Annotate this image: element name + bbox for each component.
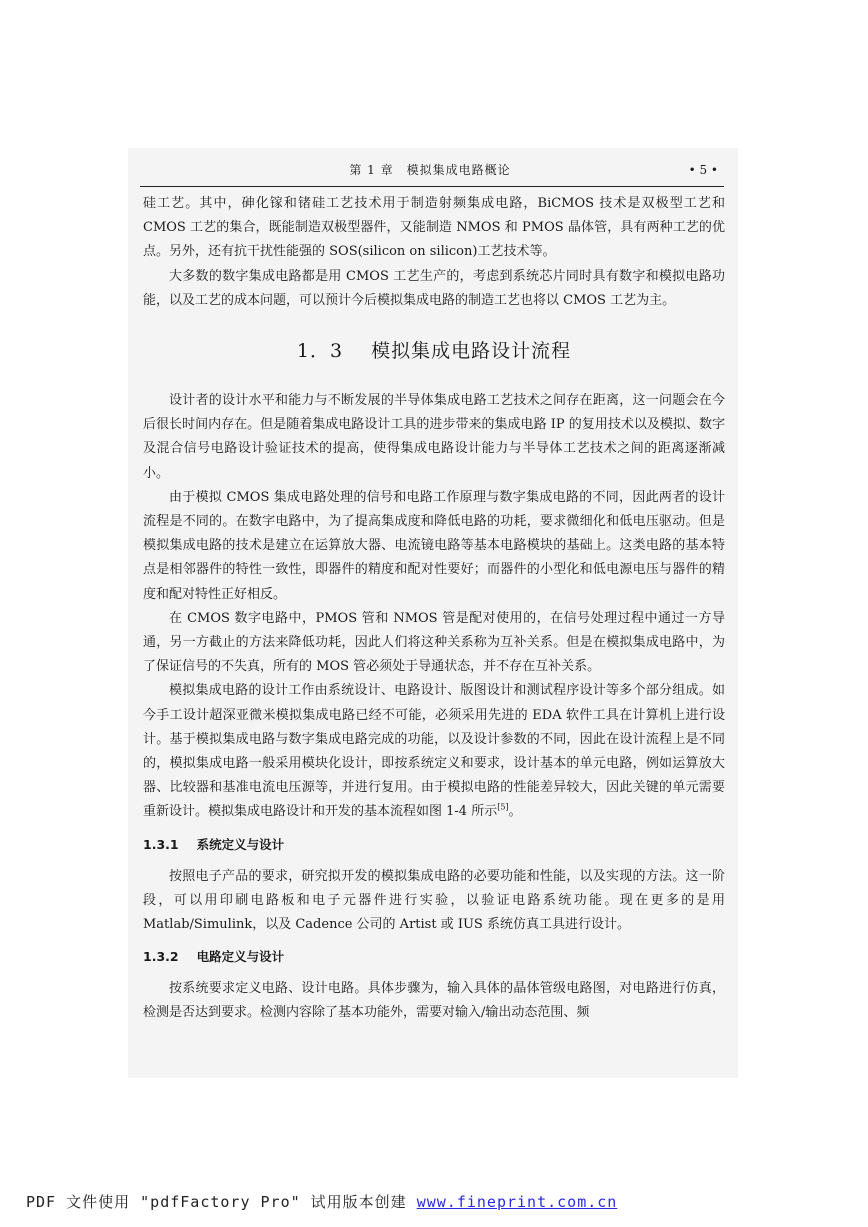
- citation: [5]: [497, 803, 509, 813]
- paragraph-text: 模拟集成电路的设计工作由系统设计、电路设计、版图设计和测试程序设计等多个部分组成。如今手工设计超深亚微米模拟集成电路已经不可能，必须采用先进的 EDA 软件工具在计算机上进行设计。基于模拟集成电路与数字集成电路完成的功能，以及设计参数的不同，因此在设计流程上是不同的，模拟集成电路一般采用模块化设计，即按系统定义和要求，设计基本的单元电路，例如运算放大器、比较器和基准电流电压源等，并进行复用。由于模拟电路的性能差异较大，因此关键的单元需要重新设计。模拟集成电路设计和开发的基本流程如图 1-4 所示: [143, 683, 725, 820]
- paragraph-end: 。: [508, 804, 522, 820]
- subsection-title: 系统定义与设计: [196, 836, 285, 852]
- section-number: 1．3: [296, 340, 344, 363]
- paragraph: 按系统要求定义电路、设计电路。具体步骤为，输入具体的晶体管级电路图，对电路进行仿真，检测是否达到要求。检测内容除了基本功能外，需要对输入/输出动态范围、频: [143, 981, 725, 1021]
- chapter-title: 第 1 章 模拟集成电路概论: [349, 163, 511, 177]
- running-header: [140, 158, 720, 182]
- section-heading: [143, 331, 725, 371]
- paragraph: 硅工艺。其中，砷化镓和锗硅工艺技术用于制造射频集成电路，BiCMOS 技术是双极型工艺和 CMOS 工艺的集合，既能制造双极型器件，又能制造 NMOS 和 PMOS 晶体管，具有两种工艺的优点。另外，还有抗干扰性能强的 SOS(silicon on silicon)工艺技术等。: [143, 196, 725, 260]
- header-rule: [140, 186, 724, 187]
- paragraph: [143, 679, 725, 824]
- paragraph: 在 CMOS 数字电路中，PMOS 管和 NMOS 管是配对使用的，在信号处理过程中通过一方导通，另一方截止的方法来降低功耗，因此人们将这种关系称为互补关系。但是在模拟集成电路中，为了保证信号的不失真，所有的 MOS 管必须处于导通状态，并不存在互补关系。: [143, 610, 725, 675]
- subsection-number: 1.3.2: [143, 949, 179, 965]
- subsection-heading: [143, 945, 725, 969]
- subsection-number: 1.3.1: [143, 836, 179, 852]
- subsection-heading: [143, 833, 725, 857]
- paragraph: 由于模拟 CMOS 集成电路处理的信号和电路工作原理与数字集成电路的不同，因此两者的设计流程是不同的。在数字电路中，为了提高集成度和降低电路的功耗，要求微细化和低电压驱动。但是模拟集成电路的技术是建立在运算放大器、电流镜电路等基本电路模块的基础上。这类电路的基本特点是相邻器件的特性一致性，即器件的精度和配对性要好；而器件的小型化和低电源电压与器件的精度和配对特性正好相反。: [143, 489, 725, 602]
- section-title: 模拟集成电路设计流程: [371, 340, 572, 363]
- watermark-link[interactable]: www.fineprint.com.cn: [416, 1193, 618, 1211]
- page-number: • 5 •: [688, 163, 718, 177]
- subsection-title: 电路定义与设计: [196, 949, 285, 965]
- pdf-watermark: [26, 1190, 617, 1214]
- page-content: [143, 192, 725, 1026]
- paragraph: 按照电子产品的要求，研究拟开发的模拟集成电路的必要功能和性能，以及实现的方法。这一阶段，可以用印刷电路板和电子元器件进行实验，以验证电路系统功能。现在更多的是用 Matlab/Simulink，以及 Cadence 公司的 Artist 或 IUS 系统仿真工具进行设计。: [143, 868, 725, 933]
- paragraph: 大多数的数字集成电路都是用 CMOS 工艺生产的，考虑到系统芯片同时具有数字和模拟电路功能，以及工艺的成本问题，可以预计今后模拟集成电路的制造工艺也将以 CMOS 工艺为主。: [143, 268, 725, 308]
- watermark-text: PDF 文件使用 "pdfFactory Pro" 试用版本创建: [26, 1193, 417, 1211]
- paragraph: 设计者的设计水平和能力与不断发展的半导体集成电路工艺技术之间存在距离，这一问题会在今后很长时间内存在。但是随着集成电路设计工具的进步带来的集成电路 IP 的复用技术以及模拟、数字及混合信号电路设计验证技术的提高，使得集成电路设计能力与半导体工艺技术之间的距离逐渐减小。: [143, 393, 725, 481]
